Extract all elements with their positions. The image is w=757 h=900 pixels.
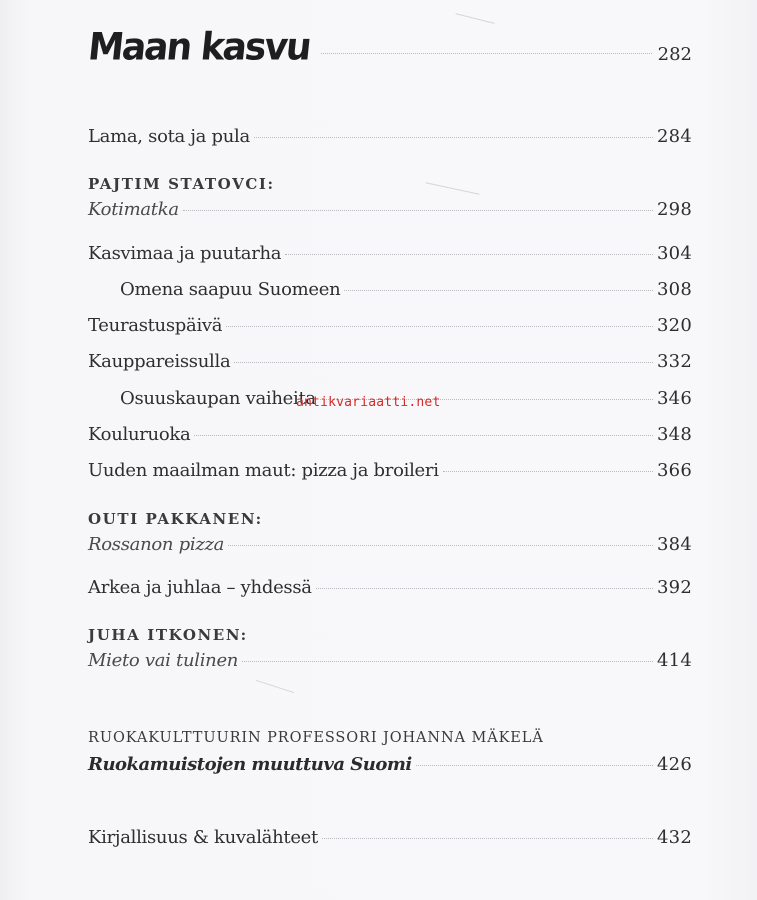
leader-dots <box>443 470 653 472</box>
toc-author-name: RUOKAKULTTUURIN PROFESSORI JOHANNA MÄKELÄ <box>88 730 544 746</box>
toc-entry[interactable] <box>88 199 692 229</box>
watermark: antikvariaatti.net <box>296 395 441 410</box>
toc-entry[interactable] <box>88 754 692 784</box>
leader-dots <box>416 764 653 766</box>
toc-author-name: PAJTIM STATOVCI: <box>88 175 275 193</box>
toc-entry[interactable] <box>88 126 692 156</box>
toc-entry[interactable] <box>88 424 692 454</box>
toc-entry-page-number: 308 <box>657 279 692 300</box>
leader-dots <box>226 325 653 327</box>
toc-entry-title: Omena saapuu Suomeen <box>120 279 341 300</box>
toc-entry-page-number: 298 <box>657 199 692 220</box>
toc-entry-title: Kirjallisuus & kuvalähteet <box>88 827 318 848</box>
toc-entry-title: Kasvimaa ja puutarha <box>88 243 282 264</box>
toc-entry-page-number: 366 <box>657 460 692 481</box>
toc-entry[interactable] <box>88 827 692 857</box>
leader-dots <box>194 434 653 436</box>
toc-entry-title: Rossanon pizza <box>88 534 225 555</box>
toc-entry-title: Arkea ja juhlaa – yhdessä <box>88 577 312 598</box>
toc-entry-page-number: 346 <box>657 388 692 409</box>
toc-entry-page-number: 414 <box>657 650 692 671</box>
toc-entry-page-number: 332 <box>657 351 692 372</box>
toc-entry[interactable] <box>88 315 692 345</box>
toc-entry-title: Osuuskaupan vaiheita <box>120 388 316 409</box>
leader-dots <box>285 253 653 255</box>
leader-dots <box>316 587 653 589</box>
paper-scratch <box>455 13 494 24</box>
toc-entry-title: Kotimatka <box>88 199 179 220</box>
toc-entry-page-number: 426 <box>657 754 692 775</box>
leader-dots <box>344 289 653 291</box>
toc-entry-page-number: 348 <box>657 424 692 445</box>
toc-entry-title: Mieto vai tulinen <box>88 650 239 671</box>
leader-dots <box>242 660 653 662</box>
paper-scratch <box>256 680 294 693</box>
toc-entry-title: Kauppareissulla <box>88 351 231 372</box>
section-title-page-number: 282 <box>657 44 692 65</box>
toc-subentry[interactable] <box>88 279 692 309</box>
toc-entry-page-number: 392 <box>657 577 692 598</box>
toc-author-name: JUHA ITKONEN: <box>88 626 248 644</box>
toc-entry-page-number: 432 <box>657 827 692 848</box>
leader-dots <box>234 361 653 363</box>
leader-dots <box>322 837 653 839</box>
toc-author-name: OUTI PAKKANEN: <box>88 510 263 528</box>
toc-entry[interactable] <box>88 577 692 607</box>
toc-entry-title: Ruokamuistojen muuttuva Suomi <box>88 754 412 775</box>
toc-entry-page-number: 320 <box>657 315 692 336</box>
section-title-row[interactable] <box>86 25 692 88</box>
leader-dots <box>321 52 651 54</box>
toc-entry-page-number: 304 <box>657 243 692 264</box>
leader-dots <box>228 544 653 546</box>
toc-entry[interactable] <box>88 351 692 381</box>
leader-dots <box>183 209 653 211</box>
section-title: Maan kasvu <box>86 25 312 69</box>
toc-entry-title: Teurastuspäivä <box>88 315 223 336</box>
toc-entry-page-number: 284 <box>657 126 692 147</box>
toc-entry[interactable] <box>88 460 692 490</box>
paper-scratch <box>425 182 479 194</box>
toc-entry[interactable] <box>88 534 692 564</box>
leader-dots <box>254 136 653 138</box>
toc-entry-page-number: 384 <box>657 534 692 555</box>
toc-entry[interactable] <box>88 650 692 680</box>
toc-entry-title: Uuden maailman maut: pizza ja broileri <box>88 460 439 481</box>
toc-entry-title: Kouluruoka <box>88 424 191 445</box>
toc-entry[interactable] <box>88 243 692 273</box>
toc-entry-title: Lama, sota ja pula <box>88 126 250 147</box>
